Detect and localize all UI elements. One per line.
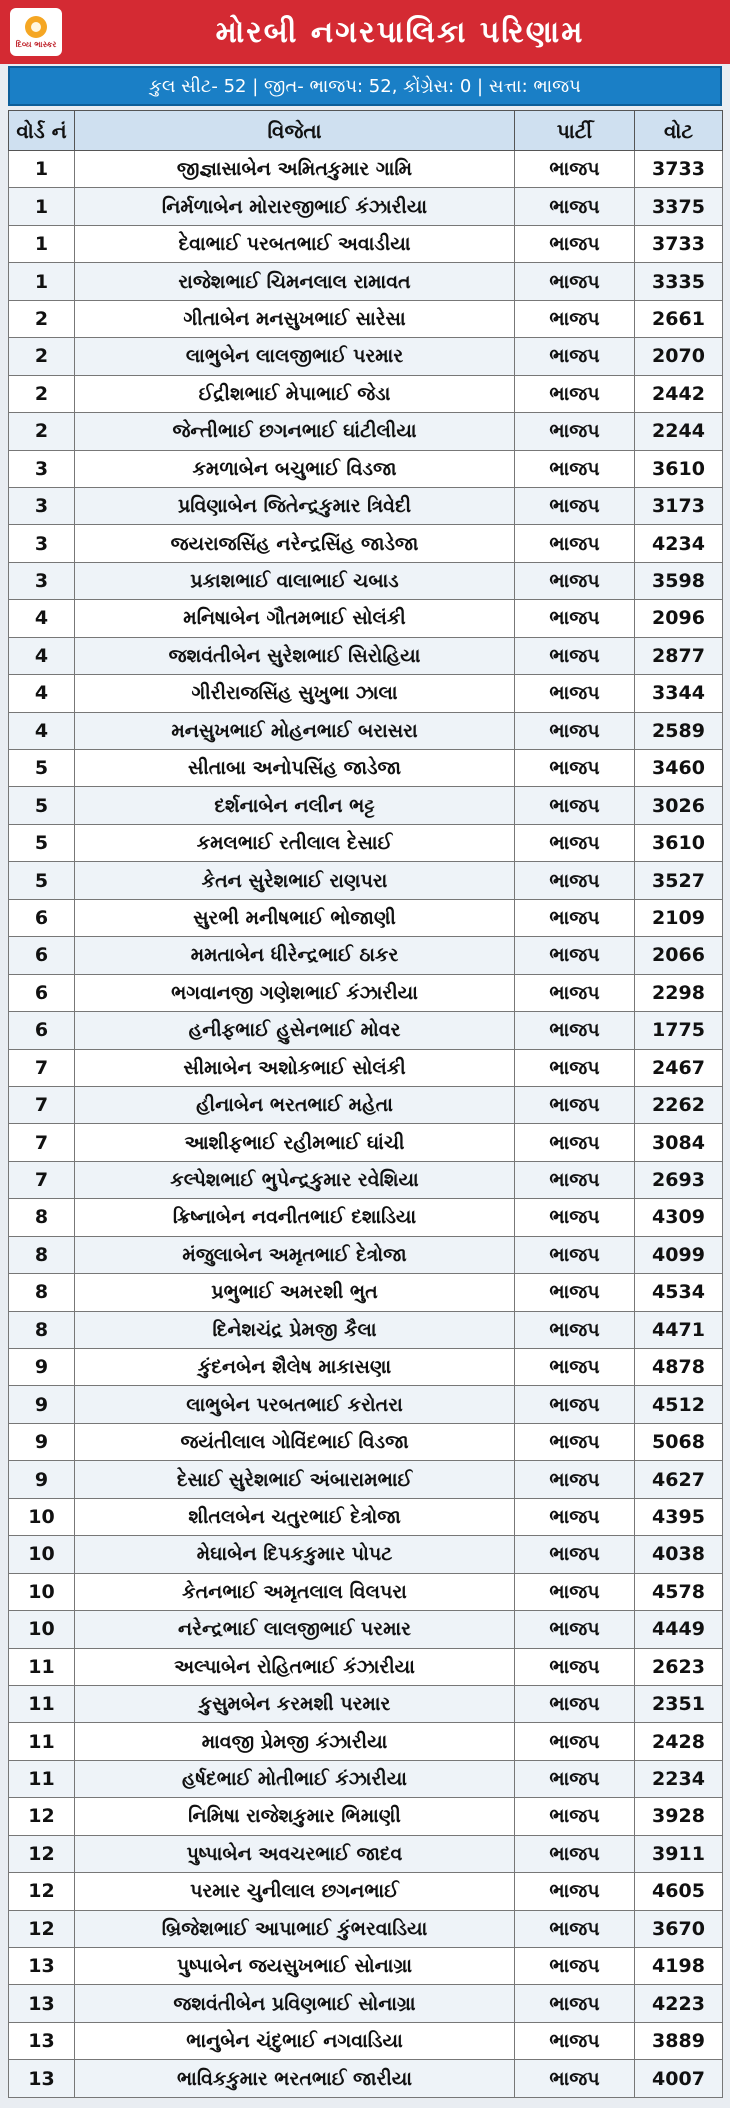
cell-winner: હર્ષદભાઈ મોતીભાઈ કંઝારીયા [75, 1760, 515, 1797]
table-row [9, 1498, 723, 1535]
table-row [9, 525, 723, 562]
cell-votes: 3670 [635, 1910, 723, 1947]
sun-logo-icon [25, 16, 47, 38]
cell-party: ભાજપ [515, 1760, 635, 1797]
cell-winner: હનીફભાઈ હુસેનભાઈ મોવર [75, 1012, 515, 1049]
cell-party: ભાજપ [515, 637, 635, 674]
table-row [9, 1873, 723, 1910]
cell-party: ભાજપ [515, 450, 635, 487]
table-row [9, 1012, 723, 1049]
cell-party: ભાજપ [515, 1124, 635, 1161]
results-summary: કુલ સીટ- 52 | જીત- ભાજપ: 52, કોંગ્રેસ: 0 | સત્તા: ભાજપ [8, 66, 722, 106]
cell-ward: 6 [9, 937, 75, 974]
cell-winner: ક્રિષ્નાબેન નવનીતભાઈ દશાડિયા [75, 1199, 515, 1236]
cell-votes: 3375 [635, 188, 723, 225]
table-row [9, 375, 723, 412]
table-row [9, 450, 723, 487]
cell-winner: મંજુલાબેન અમૃતભાઈ દેત્રોજા [75, 1236, 515, 1273]
cell-votes: 2096 [635, 600, 723, 637]
cell-winner: દર્શનાબેન નલીન ભટ્ટ [75, 787, 515, 824]
table-row [9, 1461, 723, 1498]
cell-votes: 4038 [635, 1536, 723, 1573]
header-winner: વિજેતા [75, 111, 515, 151]
cell-votes: 4099 [635, 1236, 723, 1273]
cell-party: ભાજપ [515, 974, 635, 1011]
cell-votes: 2070 [635, 338, 723, 375]
cell-winner: કેતનભાઈ અમૃતલાલ વિલપરા [75, 1573, 515, 1610]
cell-party: ભાજપ [515, 750, 635, 787]
cell-party: ભાજપ [515, 787, 635, 824]
cell-ward: 12 [9, 1910, 75, 1947]
table-row [9, 1386, 723, 1423]
cell-winner: પ્રકાશભાઈ વાલાભાઈ ચબાડ [75, 562, 515, 599]
table-row [9, 1423, 723, 1460]
cell-votes: 3460 [635, 750, 723, 787]
cell-ward: 7 [9, 1049, 75, 1086]
table-row [9, 712, 723, 749]
cell-votes: 2467 [635, 1049, 723, 1086]
cell-party: ભાજપ [515, 1161, 635, 1198]
cell-ward: 7 [9, 1161, 75, 1198]
cell-votes: 2428 [635, 1723, 723, 1760]
cell-winner: સીતાબા અનોપસિંહ જાડેજા [75, 750, 515, 787]
cell-winner: ભાનુબેન ચંદુભાઈ નગવાડિયા [75, 2022, 515, 2059]
cell-party: ભાજપ [515, 1386, 635, 1423]
cell-winner: મનસુખભાઈ મોહનભાઈ બરાસરા [75, 712, 515, 749]
cell-winner: કમળાબેન બચુભાઈ વિડજા [75, 450, 515, 487]
cell-ward: 9 [9, 1349, 75, 1386]
cell-ward: 8 [9, 1199, 75, 1236]
cell-winner: રાજેશભાઈ ચિમનલાલ રામાવત [75, 263, 515, 300]
cell-votes: 2262 [635, 1086, 723, 1123]
table-row [9, 225, 723, 262]
cell-party: ભાજપ [515, 300, 635, 337]
results-table [8, 110, 723, 2098]
table-row [9, 413, 723, 450]
table-row [9, 1124, 723, 1161]
cell-votes: 3084 [635, 1124, 723, 1161]
cell-ward: 10 [9, 1573, 75, 1610]
cell-party: ભાજપ [515, 1798, 635, 1835]
cell-party: ભાજપ [515, 1573, 635, 1610]
table-row [9, 1199, 723, 1236]
table-header-row [9, 111, 723, 151]
cell-winner: પુષ્પાબેન અવચરભાઈ જાદવ [75, 1835, 515, 1872]
cell-winner: જશવંતીબેન પ્રવિણભાઈ સોનાગ્રા [75, 1985, 515, 2022]
table-row [9, 1536, 723, 1573]
cell-ward: 2 [9, 300, 75, 337]
cell-party: ભાજપ [515, 2060, 635, 2097]
cell-winner: કુસુમબેન કરમશી પરમાર [75, 1685, 515, 1722]
table-row [9, 937, 723, 974]
cell-ward: 3 [9, 525, 75, 562]
cell-party: ભાજપ [515, 487, 635, 524]
cell-votes: 2693 [635, 1161, 723, 1198]
cell-ward: 4 [9, 675, 75, 712]
cell-votes: 1775 [635, 1012, 723, 1049]
cell-ward: 13 [9, 2022, 75, 2059]
table-row [9, 188, 723, 225]
cell-party: ભાજપ [515, 225, 635, 262]
cell-party: ભાજપ [515, 188, 635, 225]
table-row [9, 1573, 723, 1610]
cell-party: ભાજપ [515, 1236, 635, 1273]
cell-party: ભાજપ [515, 1948, 635, 1985]
cell-ward: 11 [9, 1685, 75, 1722]
cell-party: ભાજપ [515, 1012, 635, 1049]
cell-votes: 4449 [635, 1611, 723, 1648]
cell-ward: 4 [9, 637, 75, 674]
cell-party: ભાજપ [515, 1461, 635, 1498]
cell-votes: 4234 [635, 525, 723, 562]
cell-winner: કલ્પેશભાઈ ભુપેન્દ્રકુમાર રવેશિયા [75, 1161, 515, 1198]
table-row [9, 338, 723, 375]
cell-ward: 3 [9, 487, 75, 524]
cell-votes: 3911 [635, 1835, 723, 1872]
table-row [9, 1236, 723, 1273]
cell-votes: 4309 [635, 1199, 723, 1236]
cell-votes: 2066 [635, 937, 723, 974]
cell-votes: 4395 [635, 1498, 723, 1535]
cell-winner: લાભુબેન લાલજીભાઈ પરમાર [75, 338, 515, 375]
table-row [9, 1948, 723, 1985]
table-row [9, 1835, 723, 1872]
cell-winner: નરેન્દ્રભાઈ લાલજીભાઈ પરમાર [75, 1611, 515, 1648]
cell-party: ભાજપ [515, 1985, 635, 2022]
cell-party: ભાજપ [515, 1498, 635, 1535]
cell-winner: કમલભાઈ રતીલાલ દેસાઈ [75, 824, 515, 861]
table-row [9, 1910, 723, 1947]
cell-ward: 7 [9, 1124, 75, 1161]
cell-ward: 1 [9, 188, 75, 225]
table-row [9, 899, 723, 936]
table-row [9, 1311, 723, 1348]
header-banner [0, 0, 730, 64]
table-row [9, 974, 723, 1011]
cell-party: ભાજપ [515, 899, 635, 936]
table-row [9, 151, 723, 188]
cell-ward: 1 [9, 225, 75, 262]
cell-votes: 2623 [635, 1648, 723, 1685]
cell-votes: 2351 [635, 1685, 723, 1722]
cell-ward: 6 [9, 974, 75, 1011]
table-row [9, 1985, 723, 2022]
cell-ward: 11 [9, 1723, 75, 1760]
cell-party: ભાજપ [515, 151, 635, 188]
cell-votes: 3928 [635, 1798, 723, 1835]
header-ward: વોર્ડ નં [9, 111, 75, 151]
cell-votes: 3610 [635, 824, 723, 861]
table-row [9, 787, 723, 824]
table-row [9, 675, 723, 712]
cell-party: ભાજપ [515, 1685, 635, 1722]
cell-votes: 3173 [635, 487, 723, 524]
cell-ward: 2 [9, 338, 75, 375]
cell-ward: 13 [9, 2060, 75, 2097]
cell-votes: 2442 [635, 375, 723, 412]
cell-party: ભાજપ [515, 413, 635, 450]
header-party: પાર્ટી [515, 111, 635, 151]
cell-ward: 12 [9, 1798, 75, 1835]
cell-ward: 10 [9, 1498, 75, 1535]
table-row [9, 1161, 723, 1198]
cell-ward: 11 [9, 1648, 75, 1685]
cell-votes: 2661 [635, 300, 723, 337]
cell-votes: 3733 [635, 151, 723, 188]
cell-winner: કુંદનબેન શૈલેષ માકાસણા [75, 1349, 515, 1386]
cell-winner: લાભુબેન પરબતભાઈ કરોતરા [75, 1386, 515, 1423]
cell-party: ભાજપ [515, 600, 635, 637]
cell-party: ભાજપ [515, 1199, 635, 1236]
cell-ward: 13 [9, 1948, 75, 1985]
cell-winner: પ્રવિણાબેન જિતેન્દ્રકુમાર ત્રિવેદી [75, 487, 515, 524]
table-row [9, 562, 723, 599]
cell-ward: 5 [9, 787, 75, 824]
table-row [9, 1049, 723, 1086]
cell-winner: માવજી પ્રેમજી કંઝારીયા [75, 1723, 515, 1760]
table-row [9, 824, 723, 861]
table-row [9, 487, 723, 524]
cell-winner: ભાવિકકુમાર ભરતભાઈ જારીયા [75, 2060, 515, 2097]
cell-winner: જેન્તીભાઈ છગનભાઈ ઘાંટીલીયા [75, 413, 515, 450]
cell-votes: 3733 [635, 225, 723, 262]
cell-party: ભાજપ [515, 1274, 635, 1311]
cell-ward: 4 [9, 712, 75, 749]
cell-party: ભાજપ [515, 562, 635, 599]
cell-winner: સુરભી મનીષભાઈ ભોજાણી [75, 899, 515, 936]
cell-votes: 3598 [635, 562, 723, 599]
table-row [9, 2022, 723, 2059]
cell-ward: 5 [9, 824, 75, 861]
header-votes: વોટ [635, 111, 723, 151]
table-row [9, 263, 723, 300]
divya-bhaskar-logo [10, 8, 62, 56]
cell-party: ભાજપ [515, 937, 635, 974]
cell-ward: 10 [9, 1611, 75, 1648]
cell-votes: 3610 [635, 450, 723, 487]
cell-winner: દેવાભાઈ પરબતભાઈ અવાડીયા [75, 225, 515, 262]
cell-votes: 3335 [635, 263, 723, 300]
cell-party: ભાજપ [515, 1723, 635, 1760]
cell-votes: 2234 [635, 1760, 723, 1797]
table-row [9, 600, 723, 637]
cell-votes: 4198 [635, 1948, 723, 1985]
cell-winner: દેસાઈ સુરેશભાઈ અંબારામભાઈ [75, 1461, 515, 1498]
cell-winner: જશવંતીબેન સુરેશભાઈ સિરોહિયા [75, 637, 515, 674]
cell-ward: 12 [9, 1873, 75, 1910]
cell-ward: 11 [9, 1760, 75, 1797]
table-row [9, 1723, 723, 1760]
cell-votes: 4605 [635, 1873, 723, 1910]
cell-winner: ગીરીરાજસિંહ સુખુભા ઝાલા [75, 675, 515, 712]
cell-winner: મમતાબેન ધીરેન્દ્રભાઈ ઠાકર [75, 937, 515, 974]
cell-party: ભાજપ [515, 263, 635, 300]
table-row [9, 750, 723, 787]
cell-ward: 5 [9, 750, 75, 787]
cell-ward: 13 [9, 1985, 75, 2022]
cell-winner: જીજ્ઞાસાબેન અમિતકુમાર ગામિ [75, 151, 515, 188]
cell-winner: મેઘાબેન દિપકકુમાર પોપટ [75, 1536, 515, 1573]
cell-votes: 4627 [635, 1461, 723, 1498]
cell-party: ભાજપ [515, 712, 635, 749]
cell-party: ભાજપ [515, 1835, 635, 1872]
cell-winner: ઈદ્રીશભાઈ મેપાભાઈ જેડા [75, 375, 515, 412]
table-row [9, 1274, 723, 1311]
cell-votes: 4007 [635, 2060, 723, 2097]
cell-votes: 3344 [635, 675, 723, 712]
cell-winner: સીમાબેન અશોકભાઈ સોલંકી [75, 1049, 515, 1086]
cell-ward: 8 [9, 1274, 75, 1311]
cell-winner: પ્રભુભાઈ અમરશી ભુત [75, 1274, 515, 1311]
cell-ward: 9 [9, 1386, 75, 1423]
cell-votes: 2109 [635, 899, 723, 936]
cell-party: ભાજપ [515, 1049, 635, 1086]
cell-party: ભાજપ [515, 1910, 635, 1947]
table-row [9, 2060, 723, 2097]
cell-ward: 4 [9, 600, 75, 637]
cell-votes: 4471 [635, 1311, 723, 1348]
cell-votes: 4512 [635, 1386, 723, 1423]
table-row [9, 1685, 723, 1722]
cell-party: ભાજપ [515, 2022, 635, 2059]
cell-winner: જયરાજસિંહ નરેન્દ્રસિંહ જાડેજા [75, 525, 515, 562]
cell-party: ભાજપ [515, 1311, 635, 1348]
cell-party: ભાજપ [515, 1349, 635, 1386]
cell-votes: 2298 [635, 974, 723, 1011]
table-row [9, 1086, 723, 1123]
cell-winner: બ્રિજેશભાઈ આપાભાઈ કુંભરવાડિયા [75, 1910, 515, 1947]
cell-votes: 3889 [635, 2022, 723, 2059]
cell-ward: 8 [9, 1311, 75, 1348]
cell-party: ભાજપ [515, 1086, 635, 1123]
cell-ward: 2 [9, 413, 75, 450]
cell-ward: 12 [9, 1835, 75, 1872]
cell-winner: જયંતીલાલ ગોવિંદભાઈ વિડજા [75, 1423, 515, 1460]
cell-party: ભાજપ [515, 824, 635, 861]
cell-party: ભાજપ [515, 1611, 635, 1648]
cell-ward: 7 [9, 1086, 75, 1123]
cell-votes: 3026 [635, 787, 723, 824]
cell-winner: નિમિષા રાજેશકુમાર ભિમાણી [75, 1798, 515, 1835]
cell-winner: અલ્પાબેન રોહિતભાઈ કંઝારીયા [75, 1648, 515, 1685]
cell-winner: પરમાર ચુનીલાલ છગનભાઈ [75, 1873, 515, 1910]
cell-winner: દિનેશચંદ્ર પ્રેમજી કૈલા [75, 1311, 515, 1348]
cell-votes: 2589 [635, 712, 723, 749]
table-row [9, 1760, 723, 1797]
cell-party: ભાજપ [515, 1536, 635, 1573]
cell-ward: 6 [9, 1012, 75, 1049]
cell-votes: 2244 [635, 413, 723, 450]
table-row [9, 862, 723, 899]
table-row [9, 1798, 723, 1835]
cell-votes: 4534 [635, 1274, 723, 1311]
cell-party: ભાજપ [515, 338, 635, 375]
cell-votes: 3527 [635, 862, 723, 899]
cell-winner: હીનાબેન ભરતભાઈ મહેતા [75, 1086, 515, 1123]
cell-party: ભાજપ [515, 1873, 635, 1910]
cell-winner: કેતન સુરેશભાઈ રાણપરા [75, 862, 515, 899]
table-row [9, 1349, 723, 1386]
cell-ward: 6 [9, 899, 75, 936]
cell-ward: 1 [9, 151, 75, 188]
cell-votes: 5068 [635, 1423, 723, 1460]
cell-party: ભાજપ [515, 862, 635, 899]
cell-ward: 3 [9, 562, 75, 599]
cell-party: ભાજપ [515, 525, 635, 562]
cell-winner: આશીફભાઈ રહીમભાઈ ઘાંચી [75, 1124, 515, 1161]
cell-ward: 2 [9, 375, 75, 412]
table-row [9, 300, 723, 337]
cell-ward: 5 [9, 862, 75, 899]
cell-winner: શીતલબેન ચતુરભાઈ દેત્રોજા [75, 1498, 515, 1535]
cell-votes: 4578 [635, 1573, 723, 1610]
cell-ward: 9 [9, 1423, 75, 1460]
table-row [9, 1611, 723, 1648]
table-row [9, 637, 723, 674]
table-row [9, 1648, 723, 1685]
cell-winner: પુષ્પાબેન જયસુખભાઈ સોનાગ્રા [75, 1948, 515, 1985]
cell-party: ભાજપ [515, 375, 635, 412]
cell-ward: 1 [9, 263, 75, 300]
cell-ward: 10 [9, 1536, 75, 1573]
page-title: મોરબી નગરપાલિકા પરિણામ [215, 14, 585, 50]
cell-winner: ભગવાનજી ગણેશભાઈ કંઝારીયા [75, 974, 515, 1011]
cell-winner: ગીતાબેન મનસુખભાઈ સારેસા [75, 300, 515, 337]
cell-ward: 9 [9, 1461, 75, 1498]
cell-party: ભાજપ [515, 1423, 635, 1460]
cell-votes: 4878 [635, 1349, 723, 1386]
cell-ward: 3 [9, 450, 75, 487]
cell-party: ભાજપ [515, 1648, 635, 1685]
cell-votes: 4223 [635, 1985, 723, 2022]
cell-party: ભાજપ [515, 675, 635, 712]
logo-text: દિવ્ય ભાસ્કર [15, 39, 57, 49]
cell-winner: નિર્મળાબેન મોરારજીભાઈ કંઝારીયા [75, 188, 515, 225]
cell-votes: 2877 [635, 637, 723, 674]
cell-winner: મનિષાબેન ગૌતમભાઈ સોલંકી [75, 600, 515, 637]
cell-ward: 8 [9, 1236, 75, 1273]
